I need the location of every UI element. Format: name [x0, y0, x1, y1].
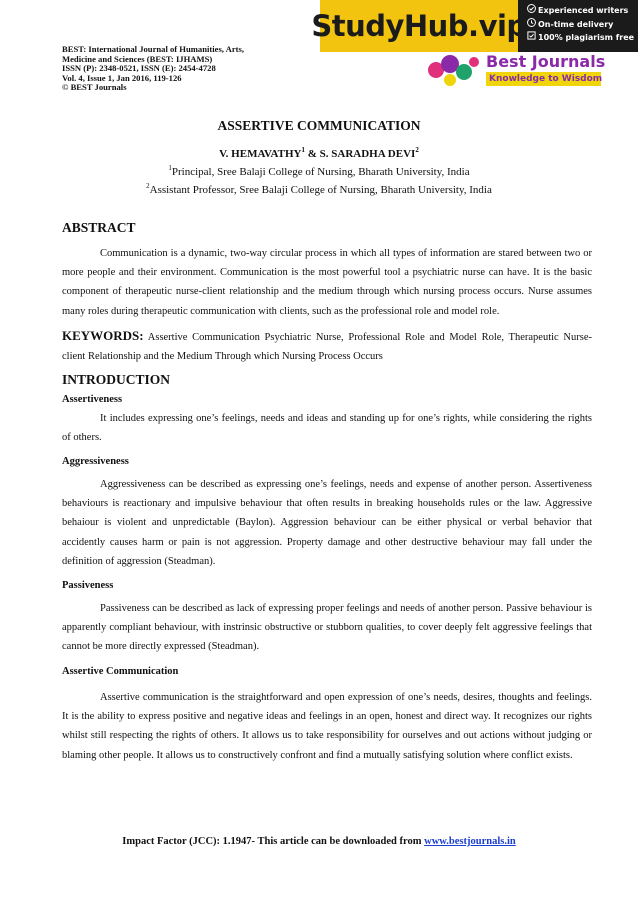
journal-volume: Vol. 4, Issue 1, Jan 2016, 119-126: [62, 72, 182, 83]
best-journals-name: Best Journals: [486, 52, 606, 71]
feature-text: 100% plagiarism free: [538, 33, 635, 42]
studyhub-logo-text: StudyHub.vip: [311, 9, 527, 43]
affiliation-sup: 1: [168, 164, 172, 172]
feature-item: [526, 18, 634, 32]
affiliation: [0, 184, 638, 196]
abstract-heading: ABSTRACT: [62, 220, 136, 235]
abstract-body: Communication is a dynamic, two-way circular process in which all types of information are stared between two or more people and their environment. Communication is the most powerful tool a psychiatric nurse can have. It is the basic component of therapeutic nurse-client relationship and the medium through which nursing process occurs. Nurse assumes many roles during therapeutic communication with clients, such as the professional role and model role.: [62, 248, 592, 317]
section-text: [62, 409, 592, 447]
paper-title: ASSERTIVE COMMUNICATION: [217, 118, 421, 133]
keywords-label: KEYWORDS:: [62, 328, 144, 343]
section-text: [62, 475, 592, 571]
keywords: [62, 326, 592, 366]
section-title: Assertive Communication: [62, 666, 179, 677]
best-journals-emblem-icon: [424, 50, 484, 90]
section-text: [62, 599, 592, 657]
journal-copyright: © BEST Journals: [62, 82, 127, 93]
section-text: [62, 688, 592, 765]
abstract-text: [62, 244, 592, 321]
feature-item: [526, 31, 634, 45]
affiliation-text: Assistant Professor, Sree Balaji College of Nursing, Bharath University, India: [149, 184, 492, 196]
author-sup: 2: [415, 146, 419, 154]
studyhub-logo[interactable]: [311, 0, 527, 52]
section-body: It includes expressing one’s feelings, needs and ideas and standing up for one’s rights, while considering the rights of others.: [62, 413, 592, 444]
section-body: Aggressiveness can be described as expressing one’s feelings, needs and expense of another person. Assertiveness behaviours is reactionary and impulsive behaviour that often results in breaking households rules or the law. Aggressive behaiour is violent and unpredictable (Baylon). Aggression behaviour can be either physical or verbal behavior that accidently causes harm or pain is not aggression. Property damage and other destructive behaviour may fall under the definition of aggression (Steadman).: [62, 479, 592, 567]
studyhub-features: [526, 4, 634, 45]
clock-icon: [526, 18, 536, 32]
check-icon: [526, 4, 536, 18]
studyhub-banner[interactable]: [311, 0, 638, 52]
section-title: Assertiveness: [62, 394, 123, 405]
feature-text: On-time delivery: [538, 19, 614, 29]
author-name: S. SARADHA DEVI: [319, 148, 416, 160]
shield-icon: [526, 31, 536, 45]
journal-issn: ISSN (P): 2348-0521, ISSN (E): 2454-4728: [62, 63, 216, 74]
affiliation: [0, 166, 638, 178]
best-journals-tagline: Knowledge to Wisdom: [486, 72, 601, 86]
section-body: Passiveness can be described as lack of expressing proper feelings and needs of another person. Passive behaviour is apparently compliant behaviour, with instrinsic obstructive or stubborn qualities, to cover deeply felt aggressive feelings that cannot be more directly expressed (Steadman).: [62, 603, 592, 653]
section-title: Passiveness: [62, 580, 114, 591]
author-separator: &: [304, 148, 320, 160]
feature-text: Experienced writers: [538, 6, 629, 15]
author-name: V. HEMAVATHY: [219, 148, 302, 160]
best-journals-logo: [424, 50, 604, 90]
introduction-heading: INTRODUCTION: [62, 372, 171, 387]
affiliation-text: Principal, Sree Balaji College of Nursing, Bharath University, India: [171, 166, 470, 178]
journal-info: [62, 45, 244, 93]
author-sup: 1: [301, 146, 305, 154]
footer: [0, 836, 638, 847]
paper-authors: [0, 148, 638, 160]
footer-text: Impact Factor (JCC): 1.1947- This article can be downloaded from: [122, 836, 425, 847]
journal-name: BEST: International Journal of Humanities, Arts,: [62, 44, 244, 54]
section-title: Aggressiveness: [62, 456, 129, 467]
affiliation-sup: 2: [146, 182, 150, 190]
feature-item: [526, 4, 634, 18]
keywords-text: Assertive Communication Psychiatric Nurse, Professional Role and Model Role, Therapeutic Nurse-client Relationship and the Medium Through which Nursing Process Occurs: [62, 332, 592, 362]
section-body: Assertive communication is the straightforward and open expression of one’s needs, desires, thoughts and feelings. It is the ability to express positive and negative ideas and feelings in an open, honest and direct way. It recognizes our rights whilst still respecting the rights of others. It allows us to take responsibility for ourselves and out actions without judging or blaming other people. It allows us to constructively confront and find a mutually satisfying solution where conflict exists.: [62, 692, 592, 761]
journal-name-cont: Medicine and Sciences (BEST: IJHAMS): [62, 53, 213, 64]
footer-link[interactable]: www.bestjournals.in: [424, 836, 516, 847]
